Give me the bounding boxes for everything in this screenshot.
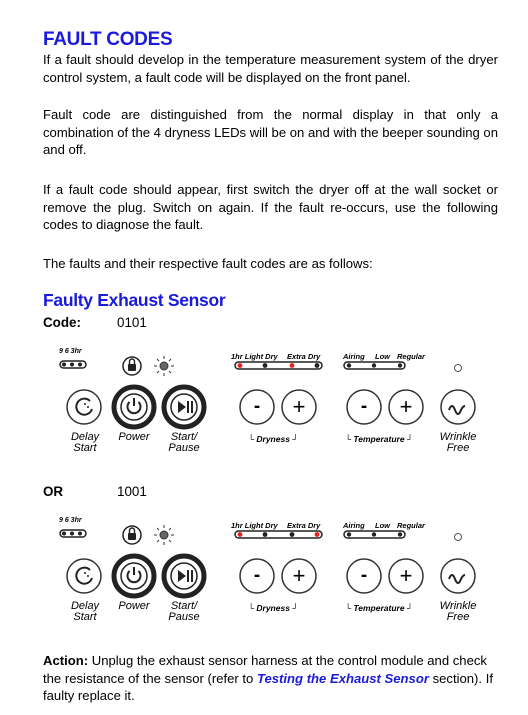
dryness-ticks-label-2: Extra Dry (287, 352, 321, 361)
wrinkle-indicator (455, 365, 462, 372)
temp-ticks-airing: Airing (343, 521, 365, 530)
temperature-led (372, 532, 376, 536)
dryness-led (290, 532, 295, 537)
or-label: OR (43, 484, 64, 499)
dryness-plus-button[interactable]: + (292, 394, 306, 419)
control-panel-code-1 (43, 348, 503, 460)
action-label: Action: (43, 653, 89, 668)
temperature-minus-button[interactable]: - (360, 565, 368, 586)
dryness-led (290, 363, 295, 368)
wrinkle-free-label: Wrinkle Free (439, 431, 477, 454)
delay-ticks-label: 9 6 3hr (59, 348, 82, 355)
power-button[interactable] (114, 556, 154, 596)
delay-start-button[interactable] (67, 559, 101, 593)
procedure-paragraph: If a fault code should appear, first switch the dryer off at the wall socket or remove the plug. Switch on again. If the fault re-occurs, use the following codes to diagnose the fault. (43, 182, 498, 233)
power-label: Power (118, 431, 150, 443)
dryness-led (263, 363, 268, 368)
wrinkle-free-button[interactable] (441, 390, 475, 424)
code-label: Code: (43, 315, 81, 330)
temperature-led (398, 363, 402, 367)
testing-exhaust-sensor-link[interactable]: Testing the Exhaust Sensor (256, 670, 429, 686)
temperature-label: └ Temperature ┘ (345, 434, 413, 444)
dryness-led (315, 532, 320, 537)
dryness-ticks-label-2: Extra Dry (287, 521, 321, 530)
start-pause-label: Start/ Pause (168, 600, 200, 623)
power-label: Power (118, 600, 150, 612)
temp-ticks-low: Low (375, 352, 390, 361)
dryness-led-bar (235, 362, 322, 369)
status-light-icon (154, 356, 174, 376)
dryness-plus-button[interactable]: + (292, 563, 306, 588)
delay-start-button[interactable] (67, 390, 101, 424)
temperature-plus-button[interactable]: + (399, 563, 413, 588)
dryness-led (238, 532, 243, 537)
dryness-ticks-label-1: 1hr Light Dry (231, 521, 278, 530)
control-panel-code-2 (43, 517, 503, 629)
dryness-minus-button[interactable]: - (253, 565, 261, 586)
dryness-minus-button[interactable]: - (253, 396, 261, 417)
action-text: Unplug the exhaust sensor harness at the control module and check the resistance of the sensor (refer to (43, 653, 487, 686)
temperature-label: └ Temperature ┘ (345, 603, 413, 613)
wrinkle-indicator (455, 534, 462, 541)
temp-ticks-airing: Airing (343, 352, 365, 361)
page-title: FAULT CODES (43, 29, 173, 50)
dryness-ticks-label-1: 1hr Light Dry (231, 352, 278, 361)
delay-start-label: Delay Start (70, 600, 100, 623)
power-button[interactable] (114, 387, 154, 427)
temp-ticks-low: Low (375, 521, 390, 530)
start-pause-button[interactable] (164, 387, 204, 427)
temp-ticks-regular: Regular (397, 352, 425, 361)
delay-led (78, 363, 82, 367)
dryness-led (263, 532, 268, 537)
wrinkle-free-label: Wrinkle Free (439, 600, 477, 623)
intro-paragraph: If a fault should develop in the temperature measurement system of the dryer control system, a fault code will be displayed on the front panel. (43, 52, 498, 85)
code-value-2: 1001 (117, 484, 147, 499)
delay-led (62, 363, 66, 367)
start-pause-button[interactable] (164, 556, 204, 596)
temperature-led (347, 363, 351, 367)
delay-ticks-label: 9 6 3hr (59, 517, 82, 524)
action-paragraph (43, 652, 498, 705)
dryness-label: └ Dryness ┘ (248, 434, 299, 444)
code-value-1: 0101 (117, 315, 147, 330)
dryness-led-bar (235, 531, 322, 538)
status-light-icon (154, 525, 174, 545)
delay-start-label: Delay Start (70, 431, 100, 454)
fault-heading: Faulty Exhaust Sensor (43, 290, 226, 310)
dryness-led (238, 363, 243, 368)
dryness-label: └ Dryness ┘ (248, 603, 299, 613)
temperature-led (398, 532, 402, 536)
delay-led (70, 532, 74, 536)
action-text-end: section). If faulty replace it. (43, 670, 493, 704)
delay-led (78, 532, 82, 536)
dryness-led (315, 363, 320, 368)
list-intro-paragraph: The faults and their respective fault codes are as follows: (43, 256, 373, 271)
wrinkle-free-button[interactable] (441, 559, 475, 593)
start-pause-label: Start/ Pause (168, 431, 200, 454)
delay-led (70, 363, 74, 367)
temperature-led (347, 532, 351, 536)
delay-led (62, 532, 66, 536)
temperature-plus-button[interactable]: + (399, 394, 413, 419)
temperature-minus-button[interactable]: - (360, 396, 368, 417)
temperature-led (372, 363, 376, 367)
temp-ticks-regular: Regular (397, 521, 425, 530)
distinguish-paragraph: Fault code are distinguished from the normal display in that only a combination of the 4 dryness LEDs will be on and with the beeper sounding on and off. (43, 107, 498, 158)
